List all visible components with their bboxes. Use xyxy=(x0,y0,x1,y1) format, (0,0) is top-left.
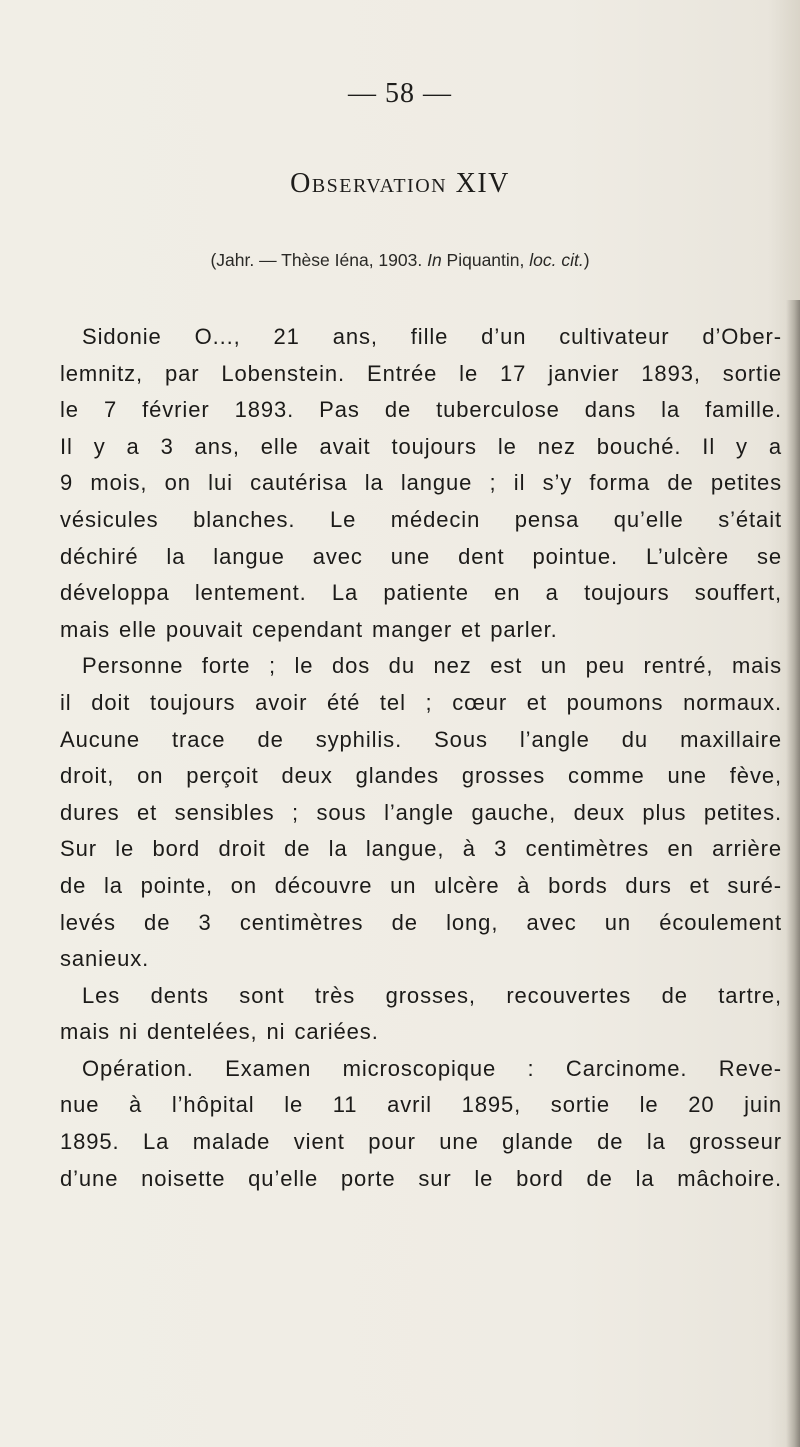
text-line: Il y a 3 ans, elle avait toujours le nez bouché. Il y a xyxy=(60,433,782,459)
text-line: il doit toujours avoir été tel ; cœur et poumons normaux. xyxy=(60,689,782,715)
paragraph-teeth xyxy=(60,978,782,1051)
text-line: vésicules blanches. Le médecin pensa qu’elle s’était xyxy=(60,506,782,532)
text-line: Opération. Examen microscopique : Carcinome. Reve- xyxy=(82,1055,782,1081)
text-line: lemnitz, par Lobenstein. Entrée le 17 janvier 1893, sortie xyxy=(60,360,782,386)
text-line: levés de 3 centimètres de long, avec un écoulement xyxy=(60,909,782,935)
text-line: Sidonie O..., 21 ans, fille d’un cultivateur d’Ober- xyxy=(82,324,782,349)
source-suffix: ) xyxy=(583,250,590,270)
paragraph-operation xyxy=(60,1051,782,1197)
text-line: 1895. La malade vient pour une glande de la grosseur xyxy=(60,1129,782,1155)
text-line: Aucune trace de syphilis. Sous l’angle du maxillaire xyxy=(60,726,782,752)
text-line: d’une noisette qu’elle porte sur le bord de la mâchoire. xyxy=(60,1165,782,1191)
text-line: mais elle pouvait cependant manger et parler. xyxy=(60,616,558,642)
source-citation xyxy=(0,250,800,271)
text-line: développa lentement. La patiente en a toujours souffert, xyxy=(60,580,782,606)
paragraph-examination xyxy=(60,648,782,977)
page-number: — 58 — xyxy=(348,78,452,109)
source-italic-loc: loc. cit. xyxy=(529,250,584,270)
text-line: nue à l’hôpital le 11 avril 1895, sortie le 20 juin xyxy=(60,1092,782,1118)
body-text xyxy=(60,319,782,1197)
text-line: déchiré la langue avec une dent pointue. L’ulcère se xyxy=(60,543,782,569)
source-prefix: (Jahr. — Thèse Iéna, 1903. xyxy=(210,250,428,270)
text-line: Les dents sont très grosses, recouvertes de tartre, xyxy=(82,982,782,1008)
source-middle: Piquantin, xyxy=(441,250,530,270)
text-line: droit, on perçoit deux glandes grosses comme une fève, xyxy=(60,763,782,789)
text-line: Sur le bord droit de la langue, à 3 centimètres en arrière xyxy=(60,836,782,862)
text-line: dures et sensibles ; sous l’angle gauche, deux plus petites. xyxy=(60,799,782,825)
text-line: sanieux. xyxy=(60,946,150,972)
text-line: le 7 février 1893. Pas de tuberculose dans la famille. xyxy=(60,397,782,423)
source-italic-in: In xyxy=(427,250,442,270)
page-edge-shadow xyxy=(786,300,800,1447)
text-line: de la pointe, on découvre un ulcère à bords durs et suré- xyxy=(60,872,782,898)
observation-title: Observation XIV xyxy=(290,168,510,199)
text-line: mais ni dentelées, ni cariées. xyxy=(60,1019,379,1045)
text-line: Personne forte ; le dos du nez est un peu rentré, mais xyxy=(82,653,782,679)
paragraph-history xyxy=(60,319,782,648)
text-line: 9 mois, on lui cautérisa la langue ; il s’y forma de petites xyxy=(60,470,782,496)
